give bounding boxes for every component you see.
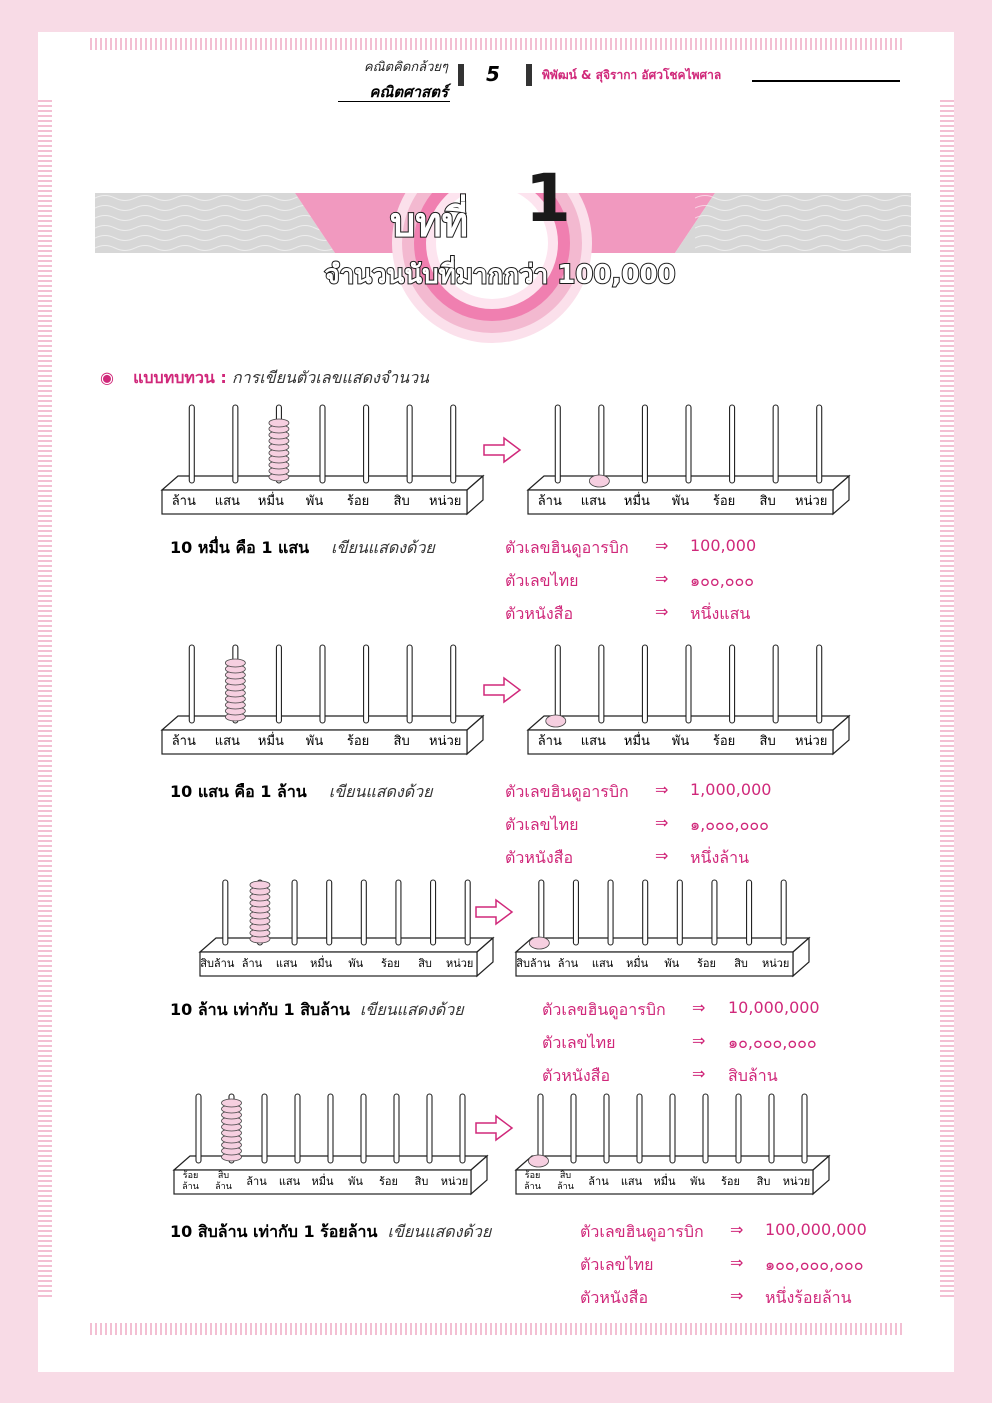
abacus-rod	[223, 880, 228, 945]
place-value-label: หมื่น	[623, 734, 650, 749]
place-value-label: ร้อย	[346, 734, 370, 749]
abacus-bead	[250, 881, 270, 889]
place-value-label: ล้าน	[588, 1175, 609, 1188]
abacus-rod	[320, 645, 325, 723]
place-value-label: ล้าน	[557, 957, 579, 970]
abacus-rod	[677, 880, 682, 945]
arrow-icon: ⇒	[730, 1220, 744, 1239]
series-title: คณิตคิดกล้วยๆ	[363, 60, 448, 75]
abacus-rod	[604, 1094, 609, 1163]
place-value-label: พัน	[690, 1175, 705, 1188]
abacus-rod	[451, 645, 456, 723]
section-2-statement-row	[170, 780, 432, 805]
chapter-label: บทที่	[390, 200, 469, 246]
place-value-label: ร้อย	[380, 957, 400, 970]
abacus-bead	[589, 475, 609, 487]
place-value-label: หน่วย	[445, 957, 474, 970]
abacus-rod	[539, 880, 544, 945]
place-value-label: ร้อย ล้าน	[524, 1171, 541, 1192]
words-value: สิบล้าน	[728, 1066, 778, 1085]
thai-label: ตัวเลขไทย	[580, 1255, 654, 1274]
abacus-rod	[703, 1094, 708, 1163]
arrow-icon: ⇒	[655, 569, 669, 588]
abacus-rod	[817, 645, 822, 723]
arabic-label: ตัวเลขฮินดูอารบิก	[505, 782, 629, 801]
abacus-rod	[637, 1094, 642, 1163]
thai-label: ตัวเลขไทย	[542, 1033, 616, 1052]
place-value-label: แสน	[275, 957, 298, 970]
abacus-rod	[643, 880, 648, 945]
words-label: ตัวหนังสือ	[505, 604, 574, 623]
words-label: ตัวหนังสือ	[542, 1066, 611, 1085]
section-3-statement: 10 ล้าน เท่ากับ 1 สิบล้าน	[170, 1000, 350, 1019]
words-value: หนึ่งล้าน	[690, 848, 750, 867]
section-4-statement-row	[170, 1220, 491, 1245]
abacus-rod	[736, 1094, 741, 1163]
place-value-label: ร้อย	[696, 957, 716, 970]
place-value-label: หมื่น	[311, 1175, 334, 1188]
abacus-bead	[529, 937, 549, 949]
abacus-rod	[460, 1094, 465, 1163]
place-value-label: พัน	[305, 494, 324, 509]
arrow-icon: ⇒	[655, 846, 669, 865]
abacus-rod	[295, 1094, 300, 1163]
place-value-label: แสน	[214, 734, 240, 749]
words-value: หนึ่งแสน	[690, 604, 751, 623]
abacus-rod	[599, 405, 604, 483]
abacus-rod	[747, 880, 752, 945]
arrow-icon: ⇒	[655, 813, 669, 832]
place-value-label: แสน	[591, 957, 614, 970]
place-value-label: หน่วย	[440, 1175, 469, 1188]
arrow-icon: ⇒	[730, 1253, 744, 1272]
abacus-bead	[529, 1155, 549, 1167]
abacus-bead	[546, 715, 566, 727]
arrow-right-icon	[476, 1116, 512, 1140]
place-value-label: ล้าน	[171, 494, 196, 509]
write-label: เขียนแสดงด้วย	[328, 782, 433, 801]
abacus-rod	[364, 405, 369, 483]
abacus-rod	[712, 880, 717, 945]
place-value-label: แสน	[580, 734, 606, 749]
place-value-label: ร้อย	[712, 494, 736, 509]
section-1-statement: 10 หมื่น คือ 1 แสน	[170, 538, 310, 557]
place-value-label: ร้อย	[379, 1175, 398, 1188]
arabic-value: 1,000,000	[690, 780, 772, 799]
arrow-right-icon	[484, 438, 520, 462]
abacus-rod	[781, 880, 786, 945]
abacus-rod	[233, 405, 238, 483]
place-value-label: หน่วย	[795, 734, 828, 749]
abacus-rod	[769, 1094, 774, 1163]
section-2-statement: 10 แสน คือ 1 ล้าน	[170, 782, 307, 801]
place-value-label: แสน	[278, 1175, 301, 1188]
thai-value: ๑๐๐,๐๐๐	[690, 571, 755, 590]
place-value-label: สิบล้าน	[516, 957, 551, 970]
abacus-rod	[364, 645, 369, 723]
place-value-label: หน่วย	[429, 494, 462, 509]
subject-title: คณิตศาสตร์	[369, 83, 448, 101]
arabic-value: 100,000	[690, 536, 757, 555]
target-bullet-icon: ◉	[100, 368, 114, 387]
arabic-label: ตัวเลขฮินดูอารบิก	[505, 538, 629, 557]
abacus-rod	[686, 405, 691, 483]
authors: พิพัฒน์ & สุจิรากา อัศวโชคไพศาล	[542, 68, 722, 82]
abacus-rod	[730, 405, 735, 483]
abacus-rod	[292, 880, 297, 945]
abacus-rod	[276, 645, 281, 723]
abacus-rod	[328, 1094, 333, 1163]
abacus-rod	[407, 645, 412, 723]
words-value: หนึ่งร้อยล้าน	[765, 1288, 852, 1307]
abacus-bead	[222, 1099, 242, 1107]
arrow-icon: ⇒	[655, 780, 669, 799]
place-value-label: สิบ	[759, 734, 776, 749]
arrow-icon: ⇒	[730, 1286, 744, 1305]
abacus-rod	[196, 1094, 201, 1163]
place-value-label: พัน	[671, 734, 690, 749]
abacus-rod	[394, 1094, 399, 1163]
review-text: การเขียนตัวเลขแสดงจำนวน	[231, 368, 429, 387]
place-value-label: ล้าน	[246, 1175, 267, 1188]
arrow-icon: ⇒	[692, 1064, 706, 1083]
abacus-rod	[361, 880, 366, 945]
abacus-rod	[538, 1094, 543, 1163]
place-value-label: หมื่น	[653, 1175, 676, 1188]
place-value-label: สิบ	[734, 957, 748, 970]
abacus-rod	[802, 1094, 807, 1163]
place-value-label: ล้าน	[171, 734, 196, 749]
arrow-icon: ⇒	[692, 1031, 706, 1050]
abacus-rod	[396, 880, 401, 945]
place-value-label: พัน	[348, 957, 364, 970]
abacus-rod	[670, 1094, 675, 1163]
place-value-label: หน่วย	[429, 734, 462, 749]
arrow-icon: ⇒	[655, 536, 669, 555]
thai-value: ๑๐,๐๐๐,๐๐๐	[728, 1033, 817, 1052]
place-value-label: ร้อย	[721, 1175, 740, 1188]
abacus-rod	[642, 645, 647, 723]
thai-label: ตัวเลขไทย	[505, 571, 579, 590]
arrow-icon: ⇒	[655, 602, 669, 621]
abacus-rod	[599, 645, 604, 723]
abacus-rod	[773, 405, 778, 483]
place-value-label: สิบ	[393, 734, 410, 749]
arabic-label: ตัวเลขฮินดูอารบิก	[580, 1222, 704, 1241]
chapter-number: 1	[525, 160, 571, 237]
abacus-bead	[225, 659, 245, 667]
abacus-rod	[555, 645, 560, 723]
abacus-rod	[573, 880, 578, 945]
abacus-rod	[571, 1094, 576, 1163]
place-value-label: สิบ	[759, 494, 776, 509]
section-4-statement: 10 สิบล้าน เท่ากับ 1 ร้อยล้าน	[170, 1222, 378, 1241]
place-value-label: สิบ	[414, 1175, 429, 1188]
place-value-label: ล้าน	[537, 734, 562, 749]
place-value-label: สิบ ล้าน	[557, 1171, 574, 1192]
arabic-value: 10,000,000	[728, 998, 820, 1017]
abacus-rod	[189, 645, 194, 723]
place-value-label: พัน	[348, 1175, 363, 1188]
abacus-rod	[555, 405, 560, 483]
abacus-rod	[407, 405, 412, 483]
place-value-label: ล้าน	[241, 957, 263, 970]
abacus-base-top	[516, 938, 809, 952]
place-value-label: หมื่น	[257, 494, 284, 509]
abacus-rod	[817, 405, 822, 483]
abacus-rod	[465, 880, 470, 945]
place-value-label: ร้อย	[712, 734, 736, 749]
write-label: เขียนแสดงด้วย	[331, 538, 435, 557]
section-3-statement-row	[170, 998, 464, 1023]
arrow-icon: ⇒	[692, 998, 706, 1017]
abacus-rod	[451, 405, 456, 483]
words-label: ตัวหนังสือ	[580, 1288, 649, 1307]
abacus-rod	[361, 1094, 366, 1163]
place-value-label: ล้าน	[537, 494, 562, 509]
thai-value: ๑๐๐,๐๐๐,๐๐๐	[765, 1255, 864, 1274]
abacus-rod	[608, 880, 613, 945]
words-label: ตัวหนังสือ	[505, 848, 574, 867]
abacus-rod	[642, 405, 647, 483]
place-value-label: สิบ ล้าน	[215, 1171, 232, 1192]
place-value-label: หมื่น	[626, 957, 649, 970]
write-label: เขียนแสดงด้วย	[387, 1222, 492, 1241]
place-value-label: สิบ	[756, 1175, 771, 1188]
write-label: เขียนแสดงด้วย	[359, 1000, 464, 1019]
abacus-rod	[686, 645, 691, 723]
place-value-label: พัน	[671, 494, 690, 509]
review-label: แบบทบทวน :	[133, 368, 227, 387]
arrow-right-icon	[476, 900, 512, 924]
place-value-label: สิบล้าน	[200, 957, 235, 970]
place-value-label: ร้อย ล้าน	[182, 1171, 199, 1192]
place-value-label: แสน	[620, 1175, 643, 1188]
abacus-bead	[269, 419, 289, 427]
abacus-base-top	[200, 938, 493, 952]
place-value-label: หมื่น	[257, 734, 284, 749]
abacus-rod	[773, 645, 778, 723]
abacus-rod	[730, 645, 735, 723]
place-value-label: พัน	[305, 734, 324, 749]
place-value-label: สิบ	[393, 494, 410, 509]
abacus-rod	[427, 1094, 432, 1163]
place-value-label: ร้อย	[346, 494, 370, 509]
arabic-label: ตัวเลขฮินดูอารบิก	[542, 1000, 666, 1019]
abacus-rod	[320, 405, 325, 483]
place-value-label: หมื่น	[310, 957, 333, 970]
abacus-rod	[327, 880, 332, 945]
abacus-rod	[262, 1094, 267, 1163]
place-value-label: สิบ	[418, 957, 432, 970]
abacus-rod	[189, 405, 194, 483]
place-value-label: แสน	[580, 494, 606, 509]
section-1-statement-row	[170, 536, 435, 561]
place-value-label: พัน	[664, 957, 680, 970]
arrow-right-icon	[484, 678, 520, 702]
thai-value: ๑,๐๐๐,๐๐๐	[690, 815, 769, 834]
chapter-title: จำนวนนับที่มากกว่า 100,000	[324, 260, 676, 290]
place-value-label: แสน	[214, 494, 240, 509]
place-value-label: หน่วย	[761, 957, 790, 970]
thai-label: ตัวเลขไทย	[505, 815, 579, 834]
abacus-rod	[431, 880, 436, 945]
arabic-value: 100,000,000	[765, 1220, 867, 1239]
place-value-label: หน่วย	[782, 1175, 811, 1188]
place-value-label: หมื่น	[623, 494, 650, 509]
page-number: 5	[486, 62, 500, 86]
place-value-label: หน่วย	[795, 494, 828, 509]
